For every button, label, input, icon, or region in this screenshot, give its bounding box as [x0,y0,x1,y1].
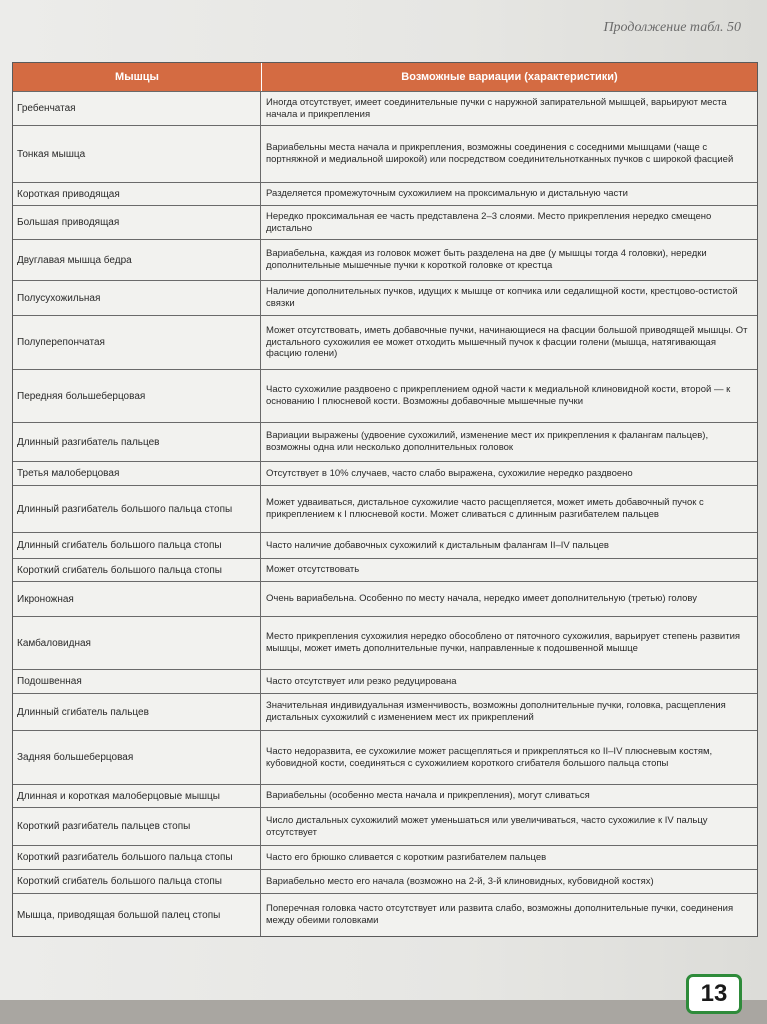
table-row [13,532,757,558]
muscle-name-cell: Гребенчатая [13,92,261,125]
muscle-name-cell: Короткий сгибатель большого пальца стопы [13,870,261,893]
variation-cell: Часто наличие добавочных сухожилий к дистальным фалангам II–IV пальцев [266,539,609,551]
table-row [13,869,757,893]
table-row [13,784,757,807]
variation-cell: Может отсутствовать, иметь добавочные пучки, начинающиеся на фасции большой приводящей мышцы. От дистального сухожилия ее может отходить мышечный пучок к фасции голени (мышца, натягивающая фасцию голени) [266,324,748,360]
muscle-name-cell: Длинный разгибатель пальцев [13,423,261,461]
table-header-row [13,63,757,91]
table-row [13,125,757,182]
variation-cell: Нередко проксимальная ее часть представлена 2–3 слоями. Место прикрепления нередко смещено дистально [266,210,712,234]
table-row [13,485,757,532]
variation-cell: Вариабельны (особенно места начала и прикрепления), могут сливаться [266,790,590,802]
variation-cell: Вариабельно место его начала (возможно на 2-й, 3-й клиновидных, кубовидной костях) [266,875,654,887]
muscle-name-cell: Камбаловидная [13,617,261,669]
table-continuation-caption: Продолжение табл. 50 [603,20,741,35]
table-row [13,807,757,845]
variation-cell: Часто сухожилие раздвоено с прикреплением одной части к медиальной клиновидной кости, второй — к основанию I плюсневой кости. Возможны добавочные мышечные пучки [266,384,731,407]
variation-cell: Часто недоразвита, ее сухожилие может расщепляться и прикрепляться ко II–IV плюсневым костям, кубовидной кости, соединяться с сухожилием короткого сгибателя большого пальца стопы [266,745,713,769]
muscle-name-cell: Длинная и короткая малоберцовые мышцы [13,785,261,807]
muscle-name-cell: Передняя большеберцовая [13,370,261,422]
muscle-name-cell: Короткая приводящая [13,183,261,205]
variation-cell: Иногда отсутствует, имеет соединительные пучки с наружной запирательной мышцей, варьируют места начала и прикрепления [266,96,727,120]
muscle-name-cell: Мышца, приводящая большой палец стопы [13,894,261,936]
variation-cell: Значительная индивидуальная изменчивость, возможны дополнительные пучки, головка, расщепления дистальных сухожилий с изменением мест их прикреплений [266,700,726,723]
muscle-name-cell: Полуперепончатая [13,316,261,369]
variation-cell: Поперечная головка часто отсутствует или развита слабо, возможны дополнительные пучки, соединения между обеими головками [266,903,734,926]
muscle-name-cell: Длинный сгибатель пальцев [13,694,261,730]
table-row [13,91,757,125]
muscle-name-cell: Короткий разгибатель пальцев стопы [13,808,261,845]
table-row [13,893,757,936]
table-row [13,558,757,581]
page-number-badge: 13 [686,974,742,1014]
muscle-name-cell: Короткий разгибатель большого пальца стопы [13,846,261,869]
table-row [13,669,757,693]
muscle-name-cell: Двуглавая мышца бедра [13,240,261,280]
table-row [13,616,757,669]
header-muscles: Мышцы [13,63,262,91]
variation-cell: Наличие дополнительных пучков, идущих к мышце от копчика или седалищной кости, крестцово-остистой связки [266,286,738,309]
table-row [13,182,757,205]
table-row [13,581,757,616]
table-row [13,315,757,369]
muscle-name-cell: Длинный разгибатель большого пальца стопы [13,486,261,532]
table-row [13,730,757,784]
table-row [13,845,757,869]
variation-cell: Может удваиваться, дистальное сухожилие часто расщепляется, может иметь добавочный пучок с прикреплением к I плюсневой кости. Может сливаться с длинным разгибателем пальцев [266,497,704,520]
variation-cell: Может отсутствовать [266,564,360,576]
header-variations: Возможные вариации (характеристики) [401,71,618,83]
variation-cell: Вариабельна, каждая из головок может быть разделена на две (у мышцы тогда 4 головки), нередки дополнительные мышечные пучки к короткой головке от крестца [266,248,707,271]
table-row [13,205,757,239]
muscle-name-cell: Длинный сгибатель большого пальца стопы [13,533,261,558]
table-row [13,369,757,422]
muscle-name-cell: Тонкая мышца [13,126,261,182]
muscle-name-cell: Икроножная [13,582,261,616]
variation-cell: Вариабельны места начала и прикрепления, возможны соединения с соседними мышцами (чаще с портняжной и медиальной широкой) или посредством соединительнотканных пучков с широкой фасцией [266,142,734,165]
variation-cell: Разделяется промежуточным сухожилием на проксимальную и дистальную части [266,188,628,200]
muscle-name-cell: Задняя большеберцовая [13,731,261,784]
variation-cell: Вариации выражены (удвоение сухожилий, изменение мест их прикрепления к фалангам пальцев), возможны одна или несколько дополнительных головок [266,430,709,453]
variation-cell: Число дистальных сухожилий может уменьшаться или увеличиваться, часто сухожилие к IV пальцу отсутствует [266,814,708,838]
muscle-name-cell: Большая приводящая [13,206,261,239]
muscle-variations-table [12,62,758,937]
muscle-name-cell: Короткий сгибатель большого пальца стопы [13,559,261,581]
table-row [13,461,757,485]
variation-cell: Часто его брюшко сливается с коротким разгибателем пальцев [266,851,547,863]
variation-cell: Очень вариабельна. Особенно по месту начала, нередко имеет дополнительную (третью) голову [266,593,698,605]
table-row [13,239,757,280]
table-row [13,280,757,315]
muscle-name-cell: Полусухожильная [13,281,261,315]
variation-cell: Отсутствует в 10% случаев, часто слабо выражена, сухожилие нередко раздвоено [266,467,633,479]
muscle-name-cell: Третья малоберцовая [13,462,261,485]
variation-cell: Место прикрепления сухожилия нередко обособлено от пяточного сухожилия, варьирует степень развития мышцы, может иметь дополнительные пучки, направленные к подошвенной мышце [266,631,741,654]
table-body [13,91,757,936]
table-row [13,422,757,461]
variation-cell: Часто отсутствует или резко редуцирована [266,675,457,687]
muscle-name-cell: Подошвенная [13,670,261,693]
table-row [13,693,757,730]
